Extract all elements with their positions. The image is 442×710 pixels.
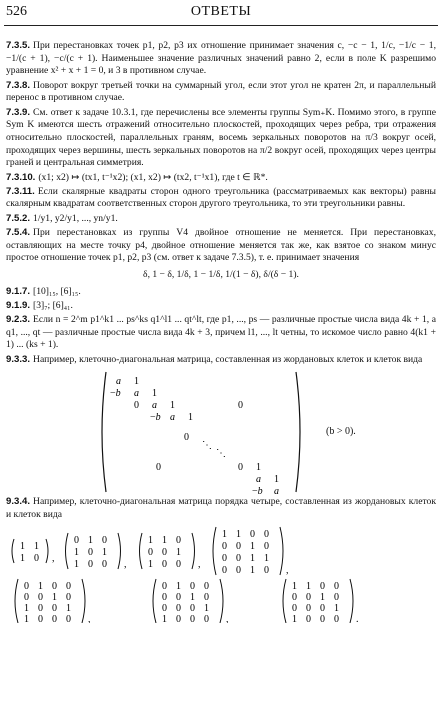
svg-text:1: 1 — [148, 534, 153, 546]
svg-text:0: 0 — [66, 580, 71, 592]
svg-text:0: 0 — [236, 540, 241, 552]
svg-text:0: 0 — [74, 534, 79, 546]
svg-text:1: 1 — [176, 546, 181, 558]
svg-text:0: 0 — [176, 613, 181, 623]
svg-text:0: 0 — [306, 591, 311, 603]
svg-text:0: 0 — [204, 591, 209, 603]
block-matrix-figure — [6, 368, 436, 496]
svg-text:0: 0 — [24, 591, 29, 603]
svg-text:1: 1 — [292, 580, 297, 592]
svg-text:0: 0 — [88, 558, 93, 570]
svg-text:0: 0 — [190, 580, 195, 592]
svg-text:a: a — [274, 485, 279, 496]
page-header — [6, 4, 436, 24]
matrix-4x4-d — [283, 579, 359, 623]
svg-text:0: 0 — [204, 580, 209, 592]
svg-text:0: 0 — [38, 613, 43, 623]
svg-text:0: 0 — [52, 602, 57, 614]
answer-7-3-10: 7.3.10. (x1; x2) ↦ (tx1, t⁻¹x2); (x1, x2) ↦ (tx2, t⁻¹x1), где t ∈ ℝ*. — [6, 171, 268, 183]
svg-text:,: , — [88, 613, 91, 623]
svg-text:1: 1 — [222, 528, 227, 540]
svg-text:0: 0 — [334, 591, 339, 603]
answers-body — [6, 40, 436, 627]
svg-text:0: 0 — [334, 613, 339, 623]
svg-text:1: 1 — [102, 546, 107, 558]
svg-text:0: 0 — [190, 602, 195, 614]
matrix-3x3-b — [140, 533, 201, 570]
svg-text:0: 0 — [162, 546, 167, 558]
svg-text:,: , — [198, 558, 201, 570]
answer-9-1-9: 9.1.9. [3]₇; [6]₄₁. — [6, 299, 73, 311]
svg-text:0: 0 — [66, 591, 71, 603]
svg-text:1: 1 — [20, 552, 25, 564]
svg-text:−b: −b — [252, 485, 263, 496]
svg-text:⋱: ⋱ — [216, 447, 226, 459]
svg-text:,: , — [226, 613, 229, 623]
svg-text:−b: −b — [110, 387, 121, 399]
svg-text:1: 1 — [148, 558, 153, 570]
svg-text:0: 0 — [162, 591, 167, 603]
svg-text:0: 0 — [204, 613, 209, 623]
svg-text:0: 0 — [148, 546, 153, 558]
svg-text:1: 1 — [66, 602, 71, 614]
block-matrix-svg — [6, 368, 436, 496]
svg-text:1: 1 — [162, 613, 167, 623]
svg-text:0: 0 — [102, 534, 107, 546]
svg-text:0: 0 — [24, 580, 29, 592]
svg-text:0: 0 — [292, 602, 297, 614]
answer-9-3-3: 9.3.3. Например, клеточно-диагональная матрица, составленная из жордановых клеток и клеток вида — [6, 353, 423, 365]
svg-text:1: 1 — [292, 613, 297, 623]
svg-text:1: 1 — [134, 375, 139, 387]
svg-text:−b: −b — [150, 411, 161, 423]
svg-text:0: 0 — [156, 461, 161, 473]
answer-7-5-4: 7.5.4. При перестановках из группы V4 двойное отношение не меняется. При перестановках, оставляющих на месте точку p4, двойное отношение меняется так же, как взятое со знаком минус простое отношение точек p1, p2, p3 (см. ответ к задаче 7.3.5), т. е. принимает значения — [6, 226, 436, 264]
svg-text:0: 0 — [38, 602, 43, 614]
svg-text:,: , — [124, 558, 127, 570]
matrix-4x4-c — [153, 579, 229, 623]
svg-text:0: 0 — [320, 580, 325, 592]
svg-text:1: 1 — [274, 473, 279, 485]
svg-text:0: 0 — [306, 602, 311, 614]
svg-text:a: a — [134, 387, 139, 399]
svg-text:1: 1 — [188, 411, 193, 423]
svg-text:1: 1 — [320, 591, 325, 603]
svg-text:⋱: ⋱ — [202, 439, 212, 451]
svg-text:0: 0 — [222, 552, 227, 564]
svg-text:0: 0 — [52, 613, 57, 623]
svg-text:1: 1 — [74, 558, 79, 570]
svg-text:0: 0 — [320, 602, 325, 614]
svg-text:.: . — [356, 613, 359, 623]
svg-text:0: 0 — [306, 613, 311, 623]
svg-text:1: 1 — [250, 552, 255, 564]
svg-text:1: 1 — [334, 602, 339, 614]
answer-7-3-5: 7.3.5. При перестановках точек p1, p2, p3 их отношение принимает значения c, −c − 1, 1/c, −1/c − 1, −1/(c + 1), −c/(c + 1). Наименьшее значение различных значений равно 2, если в поле K разрешимо уравнение x² + x + 1 = 0, и 3 в противном случае. — [6, 40, 436, 77]
svg-text:0: 0 — [264, 540, 269, 552]
answer-7-3-8: 7.3.8. Поворот вокруг третьей точки на суммарный угол, если этот угол не кратен 2π, и параллельный перенос в противном случае. — [6, 79, 436, 104]
svg-text:0: 0 — [320, 613, 325, 623]
svg-text:0: 0 — [264, 564, 269, 576]
svg-text:0: 0 — [102, 558, 107, 570]
svg-text:a: a — [256, 473, 261, 485]
svg-text:0: 0 — [38, 591, 43, 603]
svg-text:1: 1 — [176, 580, 181, 592]
svg-text:1: 1 — [152, 387, 157, 399]
svg-text:0: 0 — [236, 552, 241, 564]
svg-text:1: 1 — [170, 399, 175, 411]
svg-text:0: 0 — [190, 613, 195, 623]
answer-7-5-4-values: δ, 1 − δ, 1/δ, 1 − 1/δ, 1/(1 − δ), δ/(δ − 1). — [143, 268, 299, 280]
small-matrices — [6, 523, 436, 623]
svg-text:0: 0 — [292, 591, 297, 603]
svg-text:1: 1 — [190, 591, 195, 603]
svg-text:,: , — [286, 564, 289, 576]
svg-text:0: 0 — [34, 552, 39, 564]
header-rule — [4, 25, 438, 26]
svg-text:a: a — [116, 375, 121, 387]
svg-text:1: 1 — [264, 552, 269, 564]
svg-text:a: a — [170, 411, 175, 423]
svg-text:0: 0 — [222, 540, 227, 552]
svg-text:1: 1 — [250, 564, 255, 576]
svg-text:1: 1 — [88, 534, 93, 546]
svg-text:0: 0 — [176, 558, 181, 570]
svg-text:1: 1 — [38, 580, 43, 592]
svg-text:1: 1 — [20, 540, 25, 552]
svg-text:0: 0 — [162, 580, 167, 592]
svg-text:0: 0 — [176, 534, 181, 546]
matrix-2x2 — [12, 539, 55, 564]
matrix-4x4-a — [213, 527, 289, 576]
svg-text:1: 1 — [250, 540, 255, 552]
matrix-4x4-b — [15, 579, 91, 623]
answer-7-3-9: 7.3.9. См. ответ к задаче 10.3.1, где перечислены все элементы группы Sym₊K. Помимо этого, в группе Sym K имеются шесть отражений относительно плоскостей, проходящих через ребра, три отражения относительно плоскостей, параллельных граням, восемь зеркальных поворотов на π/3 вокруг осей, проходящих через вершины, шесть зеркальных поворотов на π/2 вокруг осей, проходящих через центры граней и центральная симметрия. — [6, 106, 436, 169]
svg-text:0: 0 — [88, 546, 93, 558]
svg-text:0: 0 — [238, 399, 243, 411]
svg-text:1: 1 — [74, 546, 79, 558]
page-number: 526 — [6, 4, 27, 19]
answer-9-2-3: 9.2.3. Если n = 2^m p1^k1 ... ps^ks q1^l1 ... qt^lt, где p1, ..., ps — различные простые числа вида 4k + 1, а q1, ..., qt — различные простые числа вида 4k + 3, причем l1, ..., lt четны, то искомое число равно 4(k1 + 1) ... (ks + 1). — [6, 314, 436, 351]
matrix-condition: (b > 0). — [326, 425, 356, 437]
svg-text:1: 1 — [162, 534, 167, 546]
answer-7-5-2: 7.5.2. 1/y1, y2/y1, ..., yn/y1. — [6, 212, 118, 224]
svg-text:a: a — [152, 399, 157, 411]
running-title: ОТВЕТЫ — [190, 4, 252, 19]
svg-text:0: 0 — [222, 564, 227, 576]
svg-text:0: 0 — [176, 602, 181, 614]
matrix-3x3-a — [66, 533, 127, 570]
svg-text:0: 0 — [162, 602, 167, 614]
svg-text:0: 0 — [264, 528, 269, 540]
answer-7-3-11: 7.3.11. Если скалярные квадраты сторон одного треугольника (рассматриваемых как векторы) равны скалярным квадратам соответственных сторон другого треугольника, то эти треугольники равны. — [6, 185, 436, 210]
svg-text:1: 1 — [24, 602, 29, 614]
answer-9-1-7: 9.1.7. [10]₁₅, [6]₁₅. — [6, 285, 81, 297]
svg-text:0: 0 — [184, 431, 189, 443]
svg-text:0: 0 — [236, 564, 241, 576]
svg-text:0: 0 — [250, 528, 255, 540]
svg-text:0: 0 — [162, 558, 167, 570]
svg-text:1: 1 — [204, 602, 209, 614]
svg-text:0: 0 — [238, 461, 243, 473]
svg-text:1: 1 — [236, 528, 241, 540]
svg-text:1: 1 — [34, 540, 39, 552]
svg-text:0: 0 — [334, 580, 339, 592]
svg-text:1: 1 — [52, 591, 57, 603]
svg-text:,: , — [52, 552, 55, 564]
svg-text:0: 0 — [66, 613, 71, 623]
svg-text:0: 0 — [134, 399, 139, 411]
answer-9-3-4: 9.3.4. Например, клеточно-диагональная матрица порядка четыре, составленная из жордановых клеток и клеток вида — [6, 495, 436, 520]
svg-text:1: 1 — [306, 580, 311, 592]
svg-text:0: 0 — [52, 580, 57, 592]
svg-text:1: 1 — [256, 461, 261, 473]
svg-text:0: 0 — [176, 591, 181, 603]
svg-text:1: 1 — [24, 613, 29, 623]
